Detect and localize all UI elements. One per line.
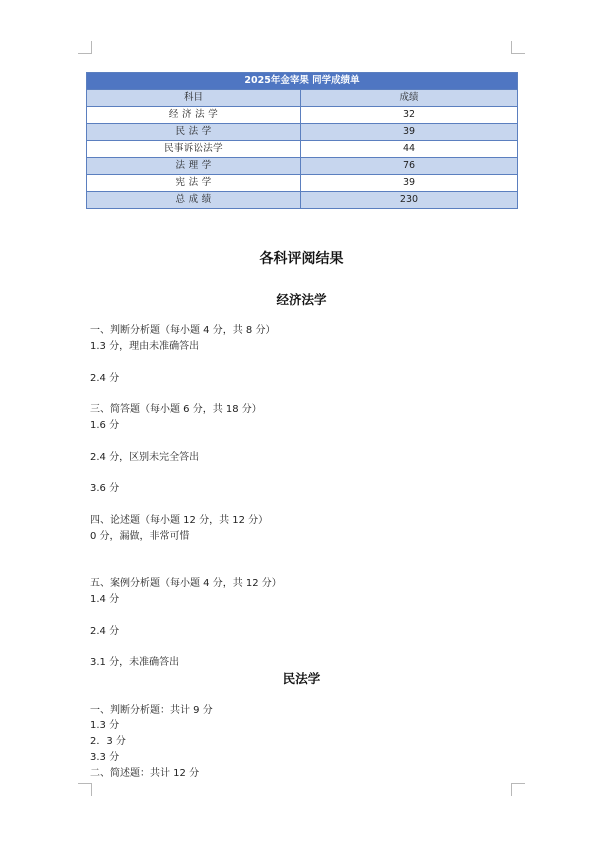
table-title: 2025年金宰果 同学成绩单	[87, 73, 518, 90]
subject-cell: 经 济 法 学	[87, 107, 301, 124]
score-cell: 39	[301, 175, 518, 192]
subject-cell: 民 法 学	[87, 124, 301, 141]
table-row	[87, 175, 518, 192]
score-line: 1.6 分	[90, 420, 120, 431]
score-line: 3.3 分	[90, 752, 120, 763]
page-heading: 各科评阅结果	[259, 251, 344, 267]
question-heading: 四、论述题（每小题 12 分，共 12 分）	[90, 515, 269, 526]
grade-table	[86, 72, 518, 209]
table-row	[87, 158, 518, 175]
score-line: 1.4 分	[90, 594, 120, 605]
score-line: 3.1 分，未准确答出	[90, 657, 180, 668]
score-line: 2.4 分	[90, 373, 120, 384]
subject-cell: 宪 法 学	[87, 175, 301, 192]
question-heading: 五、案例分析题（每小题 4 分，共 12 分）	[90, 578, 282, 589]
section-title-civil-law: 民法学	[282, 671, 321, 686]
crop-mark	[91, 783, 92, 796]
score-line: 1.3 分	[90, 720, 120, 731]
score-line: 1.3 分，理由未准确答出	[90, 341, 200, 352]
subject-cell: 法 理 学	[87, 158, 301, 175]
table-row	[87, 124, 518, 141]
score-line: 2.4 分	[90, 626, 120, 637]
crop-mark	[511, 783, 512, 796]
subject-cell: 总 成 绩	[87, 192, 301, 209]
question-heading: 二、简述题：共计 12 分	[90, 768, 200, 779]
score-cell: 39	[301, 124, 518, 141]
crop-mark	[512, 783, 525, 784]
score-cell: 76	[301, 158, 518, 175]
crop-mark	[91, 41, 92, 54]
score-line: 0 分，漏做，非常可惜	[90, 531, 190, 542]
question-heading: 三、简答题（每小题 6 分，共 18 分）	[90, 404, 262, 415]
section-title-econ-law: 经济法学	[276, 292, 327, 307]
crop-mark	[512, 53, 525, 54]
crop-mark	[78, 783, 91, 784]
score-line: 3.6 分	[90, 483, 120, 494]
table-row	[87, 107, 518, 124]
table-row	[87, 141, 518, 158]
column-header-subject: 科目	[87, 90, 301, 107]
question-heading: 一、判断分析题（每小题 4 分，共 8 分）	[90, 325, 276, 336]
question-heading: 一、判断分析题：共计 9 分	[90, 705, 213, 716]
score-line: 2．3 分	[90, 736, 126, 747]
subject-cell: 民事诉讼法学	[87, 141, 301, 158]
table-row	[87, 192, 518, 209]
column-header-score: 成绩	[301, 90, 518, 107]
crop-mark	[78, 53, 91, 54]
score-line: 2.4 分，区别未完全答出	[90, 452, 200, 463]
score-cell: 44	[301, 141, 518, 158]
crop-mark	[511, 41, 512, 54]
score-cell: 32	[301, 107, 518, 124]
score-cell: 230	[301, 192, 518, 209]
